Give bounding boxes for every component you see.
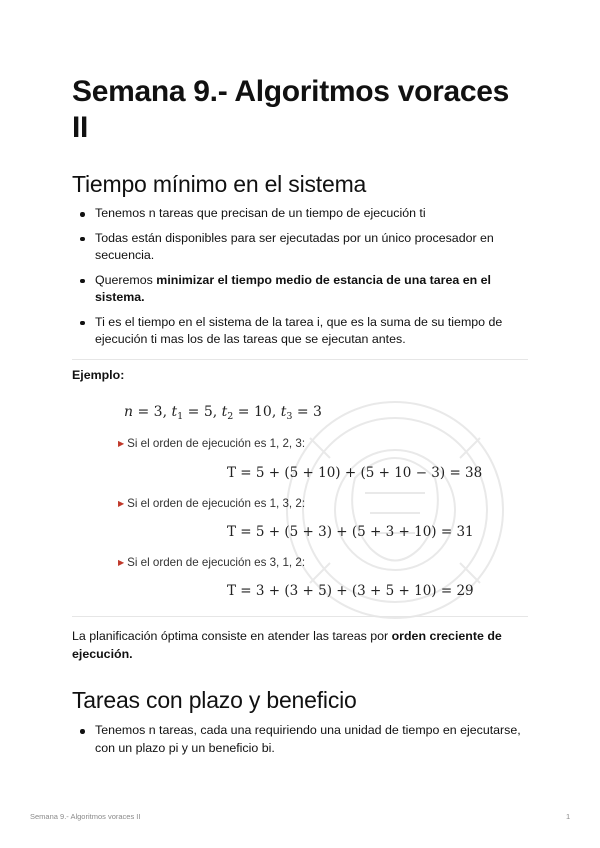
case-label [118, 437, 305, 450]
case-formula: T = 3 + (3 + 5) + (3 + 5 + 10) = 29 [227, 583, 474, 599]
case-label-text: Si el orden de ejecución es 1, 3, 2: [127, 497, 306, 510]
example-label: Ejemplo: [72, 368, 125, 382]
bullet-list-tiempo [72, 205, 528, 356]
triangle-marker-icon: ▶ [118, 558, 125, 567]
divider [72, 359, 528, 360]
bullet-list-tareas [72, 722, 528, 764]
conclusion-paragraph [72, 628, 528, 663]
triangle-marker-icon: ▶ [118, 499, 125, 508]
list-item [72, 722, 528, 757]
example-parameters: n = 3, $t_1 = 5$, $t_2 = 10$, $t_3 = 3$ [124, 404, 322, 422]
list-item [72, 272, 528, 307]
divider [72, 616, 528, 617]
param-t2: 10 [253, 404, 272, 420]
case-label-text: Si el orden de ejecución es 3, 1, 2: [127, 556, 306, 569]
bullet-text: Todas están disponibles para ser ejecutadas por un único procesador en secuencia. [95, 230, 494, 262]
list-item [72, 314, 528, 349]
conclusion-bold-text: orden creciente de ejecución. [72, 629, 502, 661]
conclusion-text: La planificación óptima consiste en atender las tareas por [72, 629, 392, 643]
section-heading-tareas-plazo: Tareas con plazo y beneficio [72, 687, 357, 713]
page-number: 1 [566, 812, 571, 821]
case-formula: T = 5 + (5 + 3) + (5 + 3 + 10) = 31 [227, 524, 474, 540]
case-formula: T = 5 + (5 + 10) + (5 + 10 − 3) = 38 [227, 465, 483, 481]
param-n: 3 [153, 404, 163, 420]
bullet-text: Queremos [95, 272, 157, 287]
case-label [118, 497, 305, 510]
list-item [72, 205, 528, 223]
bullet-text: Ti es el tiempo en el sistema de la tarea i, que es la suma de su tiempo de ejecución ti mas los de las tareas que se ejecutan antes. [95, 314, 503, 346]
bullet-text: Tenemos n tareas que precisan de un tiempo de ejecución ti [95, 206, 426, 220]
param-t1: 5 [203, 404, 213, 420]
param-t3: 3 [313, 404, 322, 420]
triangle-marker-icon: ▶ [118, 439, 125, 448]
page-title: Semana 9.- Algoritmos voraces II [72, 75, 510, 144]
section-heading-tiempo-minimo: Tiempo mínimo en el sistema [72, 171, 367, 197]
case-label [118, 556, 305, 569]
list-item [72, 230, 528, 265]
bullet-text: Tenemos n tareas, cada una requiriendo una unidad de tiempo en ejecutarse, con un plazo pi y un beneficio bi. [95, 723, 521, 755]
footer-title: Semana 9.- Algoritmos voraces II [30, 812, 141, 821]
case-label-text: Si el orden de ejecución es 1, 2, 3: [127, 437, 306, 450]
bullet-bold-text: minimizar el tiempo medio de estancia de una tarea en el sistema. [95, 272, 491, 304]
